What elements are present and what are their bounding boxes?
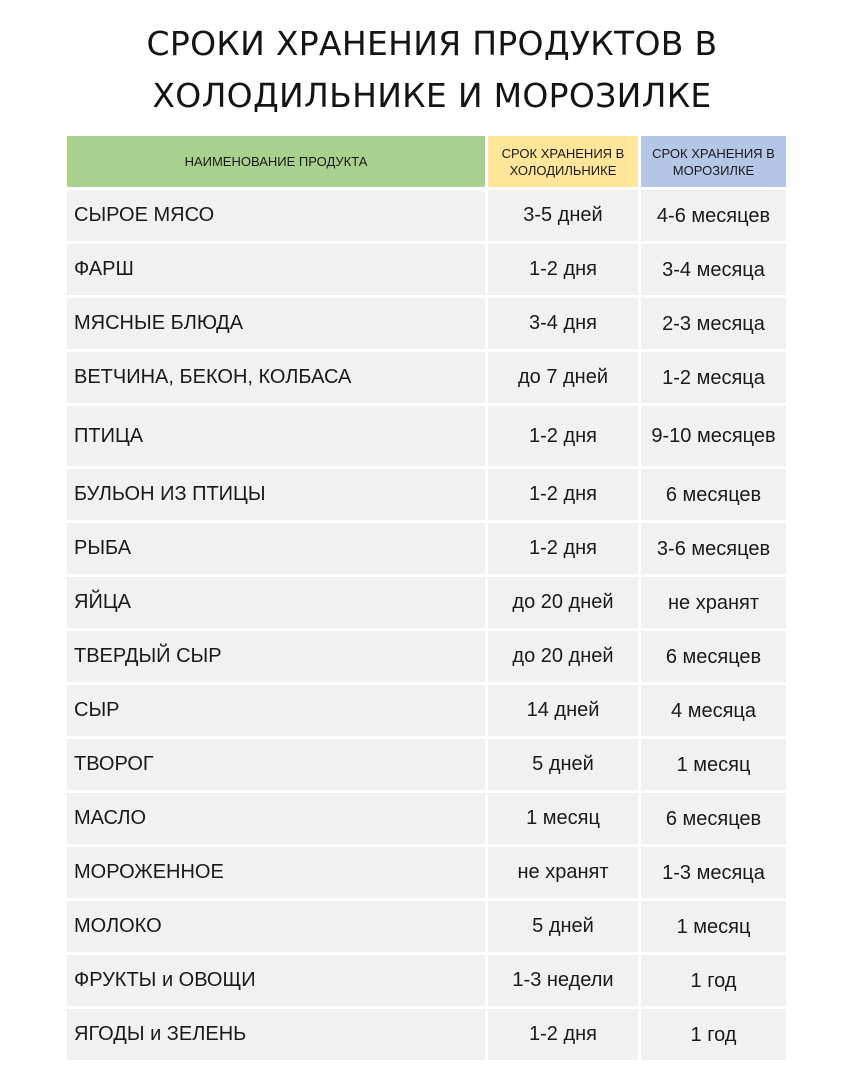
freezer-cell: 6 месяцев	[641, 793, 786, 844]
table-row	[67, 685, 786, 736]
table-body	[67, 190, 786, 1060]
freezer-cell: 4-6 месяцев	[641, 190, 786, 241]
fridge-cell: 1-2 дня	[488, 406, 638, 466]
page-title-line-1: СРОКИ ХРАНЕНИЯ ПРОДУКТОВ В	[146, 24, 718, 63]
table-row	[67, 847, 786, 898]
product-cell: ТВЕРДЫЙ СЫР	[67, 631, 485, 682]
freezer-cell: 1 месяц	[641, 739, 786, 790]
freezer-cell: 6 месяцев	[641, 631, 786, 682]
table-row	[67, 739, 786, 790]
fridge-cell: 3-4 дня	[488, 298, 638, 349]
product-cell: МОРОЖЕННОЕ	[67, 847, 485, 898]
fridge-cell: 1-3 недели	[488, 955, 638, 1006]
product-cell: СЫРОЕ МЯСО	[67, 190, 485, 241]
table-row	[67, 469, 786, 520]
header-freezer: СРОК ХРАНЕНИЯ В МОРОЗИЛКЕ	[641, 136, 786, 187]
product-cell: РЫБА	[67, 523, 485, 574]
table-row	[67, 1009, 786, 1060]
freezer-cell: 1 год	[641, 1009, 786, 1060]
product-cell: МЯСНЫЕ БЛЮДА	[67, 298, 485, 349]
table-row	[67, 901, 786, 952]
fridge-cell: 1-2 дня	[488, 523, 638, 574]
fridge-cell: 14 дней	[488, 685, 638, 736]
fridge-cell: 1-2 дня	[488, 244, 638, 295]
table-header-row	[67, 136, 786, 187]
freezer-cell: 1-2 месяца	[641, 352, 786, 403]
fridge-cell: до 20 дней	[488, 577, 638, 628]
fridge-cell: 3-5 дней	[488, 190, 638, 241]
page-title-line-2: ХОЛОДИЛЬНИКЕ И МОРОЗИЛКЕ	[152, 76, 712, 115]
product-cell: МОЛОКО	[67, 901, 485, 952]
storage-table	[67, 136, 786, 1063]
fridge-cell: 1-2 дня	[488, 1009, 638, 1060]
freezer-cell: не хранят	[641, 577, 786, 628]
product-cell: ЯЙЦА	[67, 577, 485, 628]
product-cell: ЯГОДЫ и ЗЕЛЕНЬ	[67, 1009, 485, 1060]
table-row	[67, 523, 786, 574]
product-cell: ВЕТЧИНА, БЕКОН, КОЛБАСА	[67, 352, 485, 403]
table-row	[67, 793, 786, 844]
table-row	[67, 406, 786, 466]
freezer-cell: 3-6 месяцев	[641, 523, 786, 574]
freezer-cell: 1-3 месяца	[641, 847, 786, 898]
page-title	[0, 18, 864, 122]
fridge-cell: 1 месяц	[488, 793, 638, 844]
product-cell: МАСЛО	[67, 793, 485, 844]
table-row	[67, 244, 786, 295]
freezer-cell: 2-3 месяца	[641, 298, 786, 349]
fridge-cell: 1-2 дня	[488, 469, 638, 520]
freezer-cell: 3-4 месяца	[641, 244, 786, 295]
product-cell: БУЛЬОН ИЗ ПТИЦЫ	[67, 469, 485, 520]
table-row	[67, 631, 786, 682]
fridge-cell: 5 дней	[488, 739, 638, 790]
table-row	[67, 577, 786, 628]
freezer-cell: 9-10 месяцев	[641, 406, 786, 466]
product-cell: ФАРШ	[67, 244, 485, 295]
table-row	[67, 190, 786, 241]
product-cell: ФРУКТЫ и ОВОЩИ	[67, 955, 485, 1006]
header-fridge: СРОК ХРАНЕНИЯ В ХОЛОДИЛЬНИКЕ	[488, 136, 638, 187]
freezer-cell: 4 месяца	[641, 685, 786, 736]
freezer-cell: 6 месяцев	[641, 469, 786, 520]
header-product: НАИМЕНОВАНИЕ ПРОДУКТА	[67, 136, 485, 187]
table-row	[67, 955, 786, 1006]
product-cell: ПТИЦА	[67, 406, 485, 466]
fridge-cell: 5 дней	[488, 901, 638, 952]
product-cell: СЫР	[67, 685, 485, 736]
table-row	[67, 298, 786, 349]
freezer-cell: 1 месяц	[641, 901, 786, 952]
fridge-cell: до 20 дней	[488, 631, 638, 682]
freezer-cell: 1 год	[641, 955, 786, 1006]
product-cell: ТВОРОГ	[67, 739, 485, 790]
fridge-cell: не хранят	[488, 847, 638, 898]
fridge-cell: до 7 дней	[488, 352, 638, 403]
table-row	[67, 352, 786, 403]
